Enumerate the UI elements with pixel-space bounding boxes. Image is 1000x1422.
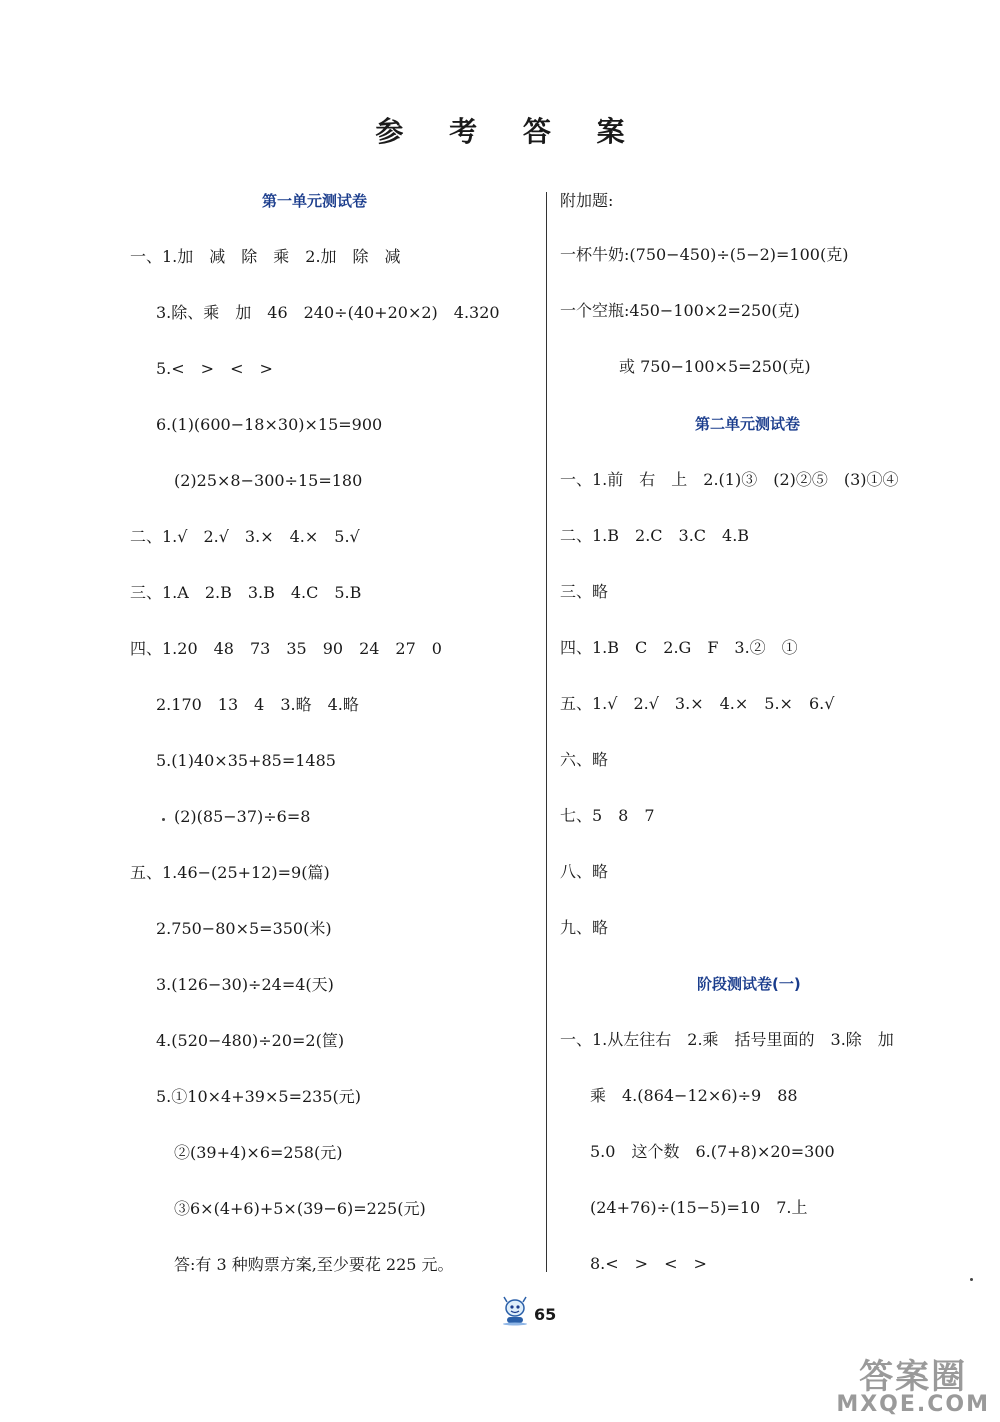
cartoon-mascot-icon (500, 1294, 530, 1326)
answer-line: 一个空瓶:450−100×2=250(克) (560, 301, 800, 320)
answer-line: (24+76)÷(15−5)=10 7.上 (590, 1198, 808, 1217)
page-title: 参 考 答 案 (375, 115, 643, 148)
answer-line: 七、5 8 7 (560, 806, 655, 825)
watermark (836, 1357, 990, 1417)
section-heading: 阶段测试卷(一) (697, 975, 801, 993)
answer-line: 四、1.B C 2.G F 3.② ① (560, 638, 798, 657)
answer-line: 二、1.√ 2.√ 3.× 4.× 5.√ (130, 527, 360, 546)
answer-line: 一杯牛奶:(750−450)÷(5−2)=100(克) (560, 245, 849, 264)
answer-line: 5.0 这个数 6.(7+8)×20=300 (590, 1142, 835, 1161)
answer-line: 五、1.46−(25+12)=9(篇) (130, 863, 330, 882)
answer-line: 5.①10×4+39×5=235(元) (156, 1087, 361, 1106)
answer-line: 一、1.从左往右 2.乘 括号里面的 3.除 加 (560, 1030, 894, 1049)
answer-line: (2)25×8−300÷15=180 (174, 471, 363, 490)
answer-line: 2.750−80×5=350(米) (156, 919, 332, 938)
watermark-logo-text: 答案圈 (859, 1357, 968, 1397)
answer-line: ③6×(4+6)+5×(39−6)=225(元) (174, 1199, 426, 1218)
answer-line: (2)(85−37)÷6=8 (174, 807, 311, 826)
answer-line: 5.(1)40×35+85=1485 (156, 751, 336, 770)
answer-line: 一、1.前 右 上 2.(1)③ (2)②⑤ (3)①④ (560, 470, 899, 489)
answer-line: 或 750−100×5=250(克) (619, 357, 811, 376)
answer-line: 8.< > < > (590, 1254, 707, 1273)
page-number: 65 (534, 1304, 557, 1324)
watermark-site-text: MXQE.COM (836, 1392, 990, 1417)
answer-line: 附加题: (560, 191, 614, 210)
answer-line: 答:有 3 种购票方案,至少要花 225 元。 (174, 1255, 454, 1274)
answer-line: 乘 4.(864−12×6)÷9 88 (590, 1086, 798, 1105)
answer-line: 一、1.加 减 除 乘 2.加 除 减 (130, 247, 401, 266)
answer-line: 三、1.A 2.B 3.B 4.C 5.B (130, 583, 362, 602)
answer-line: 2.170 13 4 3.略 4.略 (156, 695, 359, 714)
answer-line: 三、略 (560, 582, 609, 601)
answer-line: 六、略 (560, 750, 609, 769)
answer-line: ②(39+4)×6=258(元) (174, 1143, 343, 1162)
section-heading: 第二单元测试卷 (695, 415, 801, 433)
answer-line: 八、略 (560, 862, 609, 881)
answer-line: 4.(520−480)÷20=2(筐) (156, 1031, 345, 1050)
answer-line: 3.(126−30)÷24=4(天) (156, 975, 334, 994)
stray-dot (970, 1278, 973, 1281)
answer-line: 二、1.B 2.C 3.C 4.B (560, 526, 750, 545)
page-footer (500, 1290, 556, 1330)
answer-line: 6.(1)(600−18×30)×15=900 (156, 415, 383, 434)
answer-line: 5.< > < > (156, 359, 273, 378)
answer-line: 四、1.20 48 73 35 90 24 27 0 (130, 639, 442, 658)
section-heading: 第一单元测试卷 (262, 192, 368, 210)
answer-line: 3.除、乘 加 46 240÷(40+20×2) 4.320 (156, 303, 500, 322)
answer-line: 九、略 (560, 918, 609, 937)
answer-line: 五、1.√ 2.√ 3.× 4.× 5.× 6.√ (560, 694, 835, 713)
